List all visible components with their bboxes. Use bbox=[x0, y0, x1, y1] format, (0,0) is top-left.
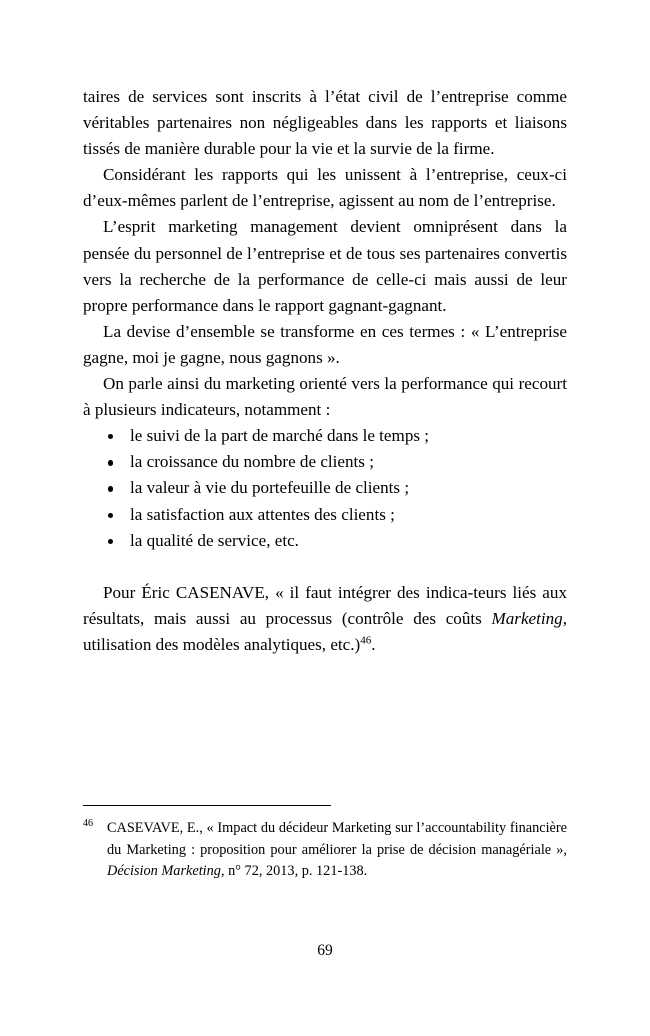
paragraph-casenave-quote bbox=[83, 580, 567, 658]
paragraph-esprit-marketing: L’esprit marketing management devient omniprésent dans la pensée du personnel de l’entreprise et de tous ses partenaires convertis vers la recherche de la performance de celle-ci mais aussi de leur propre performance dans le rapport gagnant-gagnant. bbox=[83, 217, 567, 315]
list-item bbox=[83, 502, 567, 528]
indicators-list bbox=[83, 423, 567, 553]
bullet-icon bbox=[108, 513, 113, 518]
footnote-area bbox=[83, 805, 567, 883]
footnote-number: 46 bbox=[83, 818, 93, 830]
bullet-icon bbox=[108, 460, 113, 465]
list-item-label: la qualité de service, etc. bbox=[130, 530, 299, 550]
list-item-label: la valeur à vie du portefeuille de clients ; bbox=[130, 478, 410, 498]
bullet-icon bbox=[108, 434, 113, 439]
footnote-separator-rule bbox=[83, 805, 331, 806]
bullet-icon bbox=[108, 486, 113, 491]
footnote-journal: Décision Marketing bbox=[107, 863, 221, 880]
paragraph-continuation: taires de services sont inscrits à l’état civil de l’entreprise comme véritables partenaires non négligeables dans les rapports et liaisons tissés de manière durable pour la vie et la survie de la firme. bbox=[83, 87, 567, 159]
footnote-entry-46 bbox=[83, 818, 567, 883]
quote-end-punctuation: . bbox=[371, 634, 376, 654]
bullet-icon bbox=[108, 539, 113, 544]
list-item bbox=[83, 449, 567, 475]
list-item bbox=[83, 475, 567, 501]
list-item bbox=[83, 423, 567, 449]
footnote-title: « Impact du décideur Marketing sur l’accountability financière du Marketing : proposition pour améliorer la prise de décision managériale », bbox=[107, 820, 567, 858]
list-item-label: la croissance du nombre de clients ; bbox=[130, 452, 374, 472]
page-number: 69 bbox=[317, 942, 333, 959]
quote-tail-text: , utilisation des modèles analytiques, etc.) bbox=[83, 608, 567, 654]
body-text-column bbox=[83, 84, 567, 658]
quote-italic-term: Marketing bbox=[491, 608, 563, 628]
footnote-author: CASEVAVE, E., bbox=[107, 820, 203, 836]
list-item-label: la satisfaction aux attentes des clients ; bbox=[130, 504, 395, 524]
paragraph-devise: La devise d’ensemble se transforme en ces termes : « L’entreprise gagne, moi je gagne, nous gagnons ». bbox=[83, 321, 567, 367]
footnote-reference-tail: , n° 72, 2013, p. 121-138. bbox=[220, 863, 368, 880]
list-item bbox=[83, 528, 567, 554]
list-item-label: le suivi de la part de marché dans le temps ; bbox=[130, 426, 430, 446]
paragraph-indicateurs-intro: On parle ainsi du marketing orienté vers la performance qui recourt à plusieurs indicateurs, notamment : bbox=[83, 374, 567, 420]
paragraph-considerant: Considérant les rapports qui les unissent à l’entreprise, ceux-ci d’eux-mêmes parlent de l’entreprise, agissent au nom de l’entreprise. bbox=[83, 165, 567, 211]
footnote-reference-46[interactable]: 46 bbox=[360, 634, 372, 647]
quote-lead-text: Pour Éric CASENAVE, « il faut intégrer des indica-teurs liés aux résultats, mais aussi au processus (contrôle des coûts bbox=[83, 582, 567, 628]
